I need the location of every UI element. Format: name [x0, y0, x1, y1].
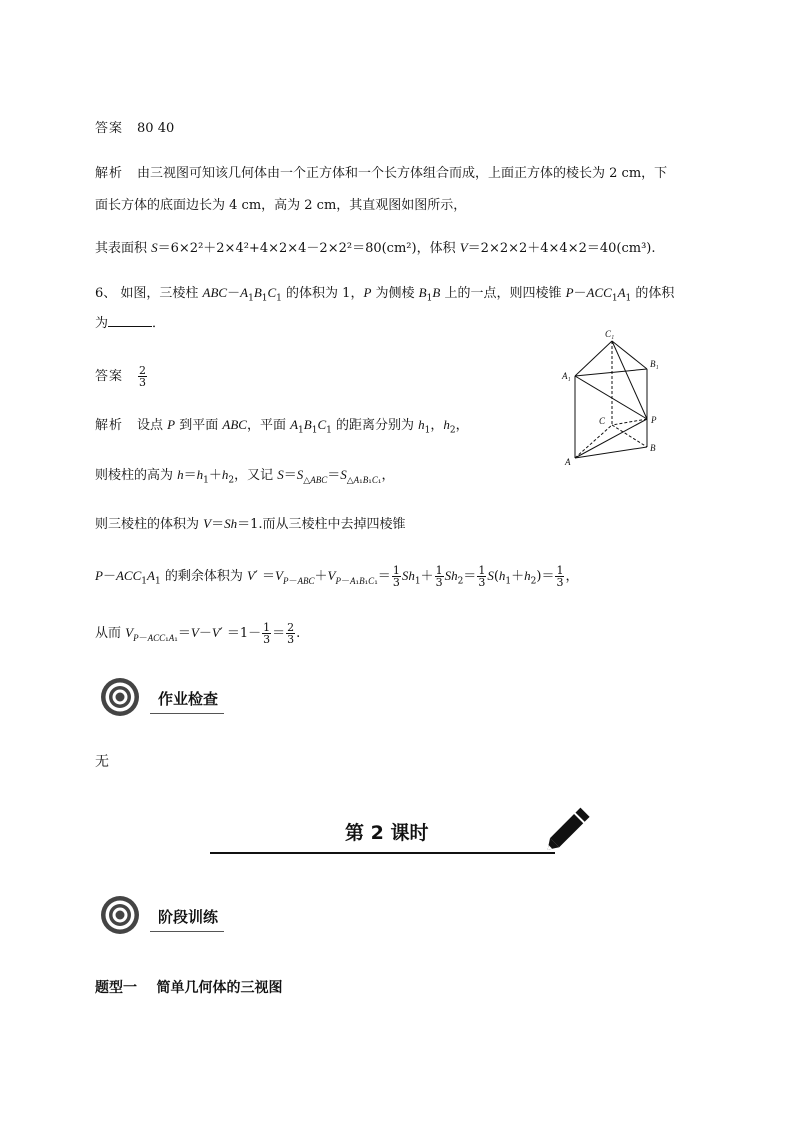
q6-analysis-line-5: 从而 $V_{P-ACC_1A_1}=V-V' =1-$ $\frac{1}{3}$ ＝ $\frac{2}{3}$ . — [95, 621, 301, 646]
analysis-text: 由三视图可知该几何体由一个正方体和一个长方体组合而成，上面正方体的棱长为 2 cm，下 — [137, 166, 668, 181]
label-b: B — [650, 443, 656, 453]
label-p: P — [651, 415, 657, 425]
section-title: 作业检查 — [158, 690, 219, 708]
analysis-label: 解析 — [95, 418, 124, 433]
target-icon — [100, 677, 140, 717]
homework-section-header — [100, 675, 225, 721]
q5-answer — [95, 119, 174, 139]
answer-blank — [108, 314, 152, 327]
answer-label: 答案 — [95, 121, 124, 136]
label-a1: A₁ — [562, 371, 571, 381]
stage-section-header — [100, 893, 225, 939]
q5-surface-volume: 其表面积 S＝6×2²＋2×4²+4×2×4－2×2²＝80(cm²)，体积 V＝2×2×2＋4×4×2＝40(cm³). — [95, 240, 656, 256]
label-b1: B₁ — [650, 359, 659, 369]
q6-analysis-line-2: 则棱柱的高为 $h=h_1+h_2$，又记 $S=S_{\triangle ABC}=S_{\triangle A_1B_1C_1}$， — [95, 467, 395, 486]
label-c: C — [599, 416, 606, 426]
target-icon — [100, 895, 140, 935]
label-a: A — [565, 457, 571, 467]
lesson-divider-line — [210, 852, 555, 854]
answer-value: 80 40 — [137, 121, 175, 136]
lesson-title: 第 2 课时 — [345, 822, 429, 844]
answer-label: 答案 — [95, 369, 124, 384]
section-underline — [150, 931, 224, 932]
q6-answer — [95, 364, 148, 390]
homework-body: 无 — [95, 754, 109, 770]
q6-analysis-line-1: 解析 设点 P 到平面 ABC，平面 $A_1B_1C_1$ 的距离分别为 $h_1$，$h_2$， — [95, 417, 469, 436]
section-underline — [150, 713, 224, 714]
q6-analysis-line-3: 则三棱柱的体积为 V＝Sh＝1.而从三棱柱中去掉四棱锥 — [95, 516, 406, 532]
q6-stem-line-2: 为 ． — [95, 316, 166, 331]
analysis-label: 解析 — [95, 166, 124, 181]
pencil-icon — [540, 805, 595, 857]
label-c1: C₁ — [605, 329, 615, 339]
q5-analysis-line-2: 面长方体的底面边长为 4 cm，高为 2 cm，其直观图如图所示， — [95, 198, 467, 213]
question-type-heading: 题型一 简单几何体的三视图 — [95, 980, 283, 996]
q5-analysis-line-1 — [95, 164, 667, 184]
prism-figure — [555, 325, 665, 470]
answer-fraction: $\frac{2}{3}$ — [139, 364, 147, 389]
q6-stem-line-1: 6、 如图，三棱柱 $ABC-A_1B_1C_1$ 的体积为 1，P 为侧棱 $B_1B$ 上的一点，则四棱锥 $P-ACC_1A_1$ 的体积 — [95, 285, 675, 304]
q6-analysis-line-4: $P-ACC_1A_1$ 的剩余体积为 $V' =V_{P-ABC}+V_{P-A_1B_1C_1}=$ $\frac{1}{3}$ $Sh_1+$ $\frac{1}{3}$ $Sh_2=$ $\frac{1}{3}$ $S(h_1+h_2)=$ $\frac{1}{3}$ ， — [95, 564, 579, 589]
section-title: 阶段训练 — [158, 908, 219, 926]
question-number: 6、 — [95, 286, 117, 301]
